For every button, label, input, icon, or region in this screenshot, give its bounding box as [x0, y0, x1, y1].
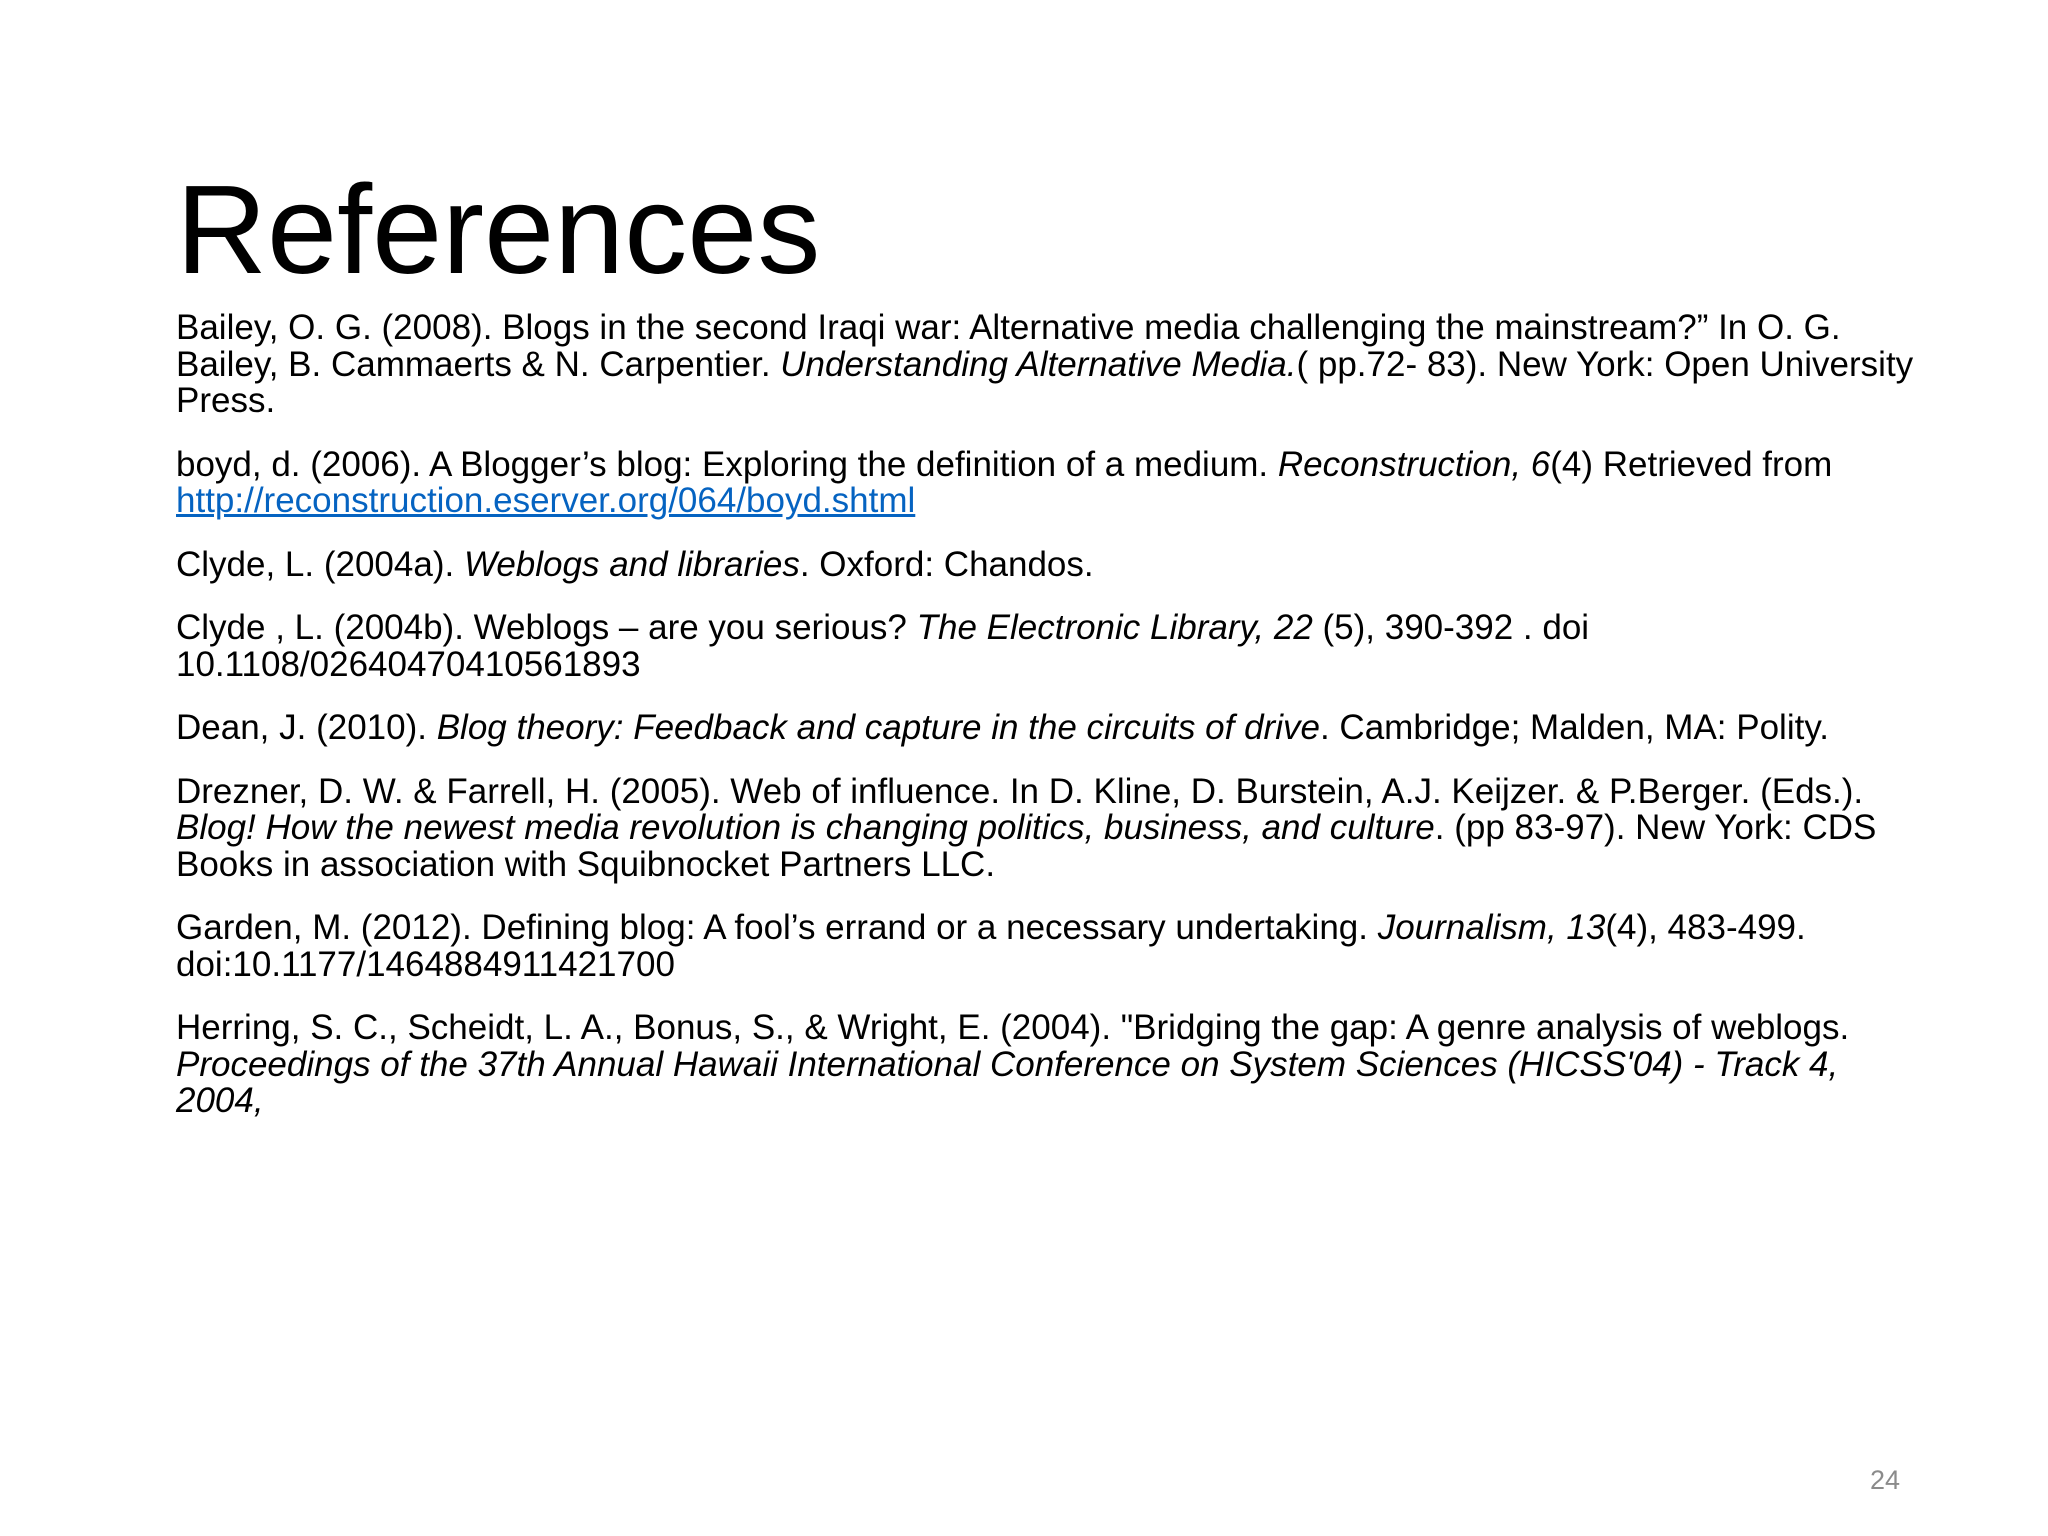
- reference-italic-title: Weblogs and libraries: [463, 544, 800, 584]
- reference-text: Garden, M. (2012). Defining blog: A fool’s errand or a necessary undertaking.: [176, 908, 1378, 947]
- reference-italic-title: Journalism, 13: [1377, 908, 1606, 947]
- reference-text: Clyde, L. (2004a).: [176, 544, 464, 584]
- reference-item-clyde-2004b: [176, 610, 1916, 683]
- reference-text: boyd, d. (2006). A Blogger’s blog: Exploring the definition of a medium.: [176, 444, 1278, 484]
- reference-text: (5), 390-392 . doi 10.1108/02640470410561893: [176, 608, 1590, 684]
- reference-item-drezner: [176, 771, 1916, 884]
- reference-text: Herring, S. C., Scheidt, L. A., Bonus, S., & Wright, E. (2004). "Bridging the gap: A genre analysis of weblogs.: [176, 1008, 1850, 1047]
- reference-item-garden: [176, 910, 1916, 983]
- reference-italic-title: Proceedings of the 37th Annual Hawaii International Conference on System Sciences (HICSS'04) - Track 4, 2004,: [176, 1044, 1839, 1120]
- reference-italic-title: Blog! How the newest media revolution is changing politics, business, and culture: [176, 808, 1435, 847]
- reference-text: . (pp 83-97). New York: CDS Books in association with Squibnocket Partners LLC.: [176, 808, 1877, 884]
- reference-item-dean: [176, 710, 1916, 747]
- reference-text: (4), 483-499. doi:10.1177/1464884911421700: [176, 908, 1806, 984]
- reference-italic-title: Blog theory: Feedback and capture in the circuits of drive: [436, 708, 1320, 747]
- reference-text: Dean, J. (2010).: [176, 708, 437, 747]
- reference-italic-title: Understanding Alternative Media.: [780, 344, 1297, 384]
- reference-link[interactable]: http://reconstruction.eserver.org/064/boyd.shtml: [176, 481, 916, 520]
- reference-item-bailey: [176, 310, 1916, 420]
- reference-text: Bailey, O. G. (2008). Blogs in the second Iraqi war: Alternative media challenging the mainstream?” In O. G. Bailey, B. Cammaerts & N. Carpentier.: [176, 308, 1841, 384]
- reference-italic-title: Reconstruction, 6: [1277, 444, 1551, 484]
- reference-text: (4) Retrieved from: [1550, 444, 1833, 484]
- reference-italic-title: The Electronic Library, 22: [916, 608, 1313, 647]
- reference-text: . Cambridge; Malden, MA: Polity.: [1319, 708, 1829, 747]
- reference-text: ( pp.72- 83). New York: Open University Press.: [176, 344, 1914, 420]
- reference-item-clyde-2004a: [176, 544, 1916, 584]
- reference-item-herring: [176, 1010, 1916, 1120]
- reference-text: Clyde , L. (2004b). Weblogs – are you serious?: [176, 608, 917, 647]
- slide-title: References: [176, 159, 821, 300]
- reference-item-boyd: [176, 444, 1916, 520]
- reference-list: [176, 310, 1916, 1147]
- reference-text: . Oxford: Chandos.: [799, 544, 1094, 584]
- page-number: 24: [1869, 1465, 1900, 1495]
- reference-text: Drezner, D. W. & Farrell, H. (2005). Web of influence. In D. Kline, D. Burstein, A.J. Keijzer. & P.Berger. (Eds.).: [176, 771, 1864, 811]
